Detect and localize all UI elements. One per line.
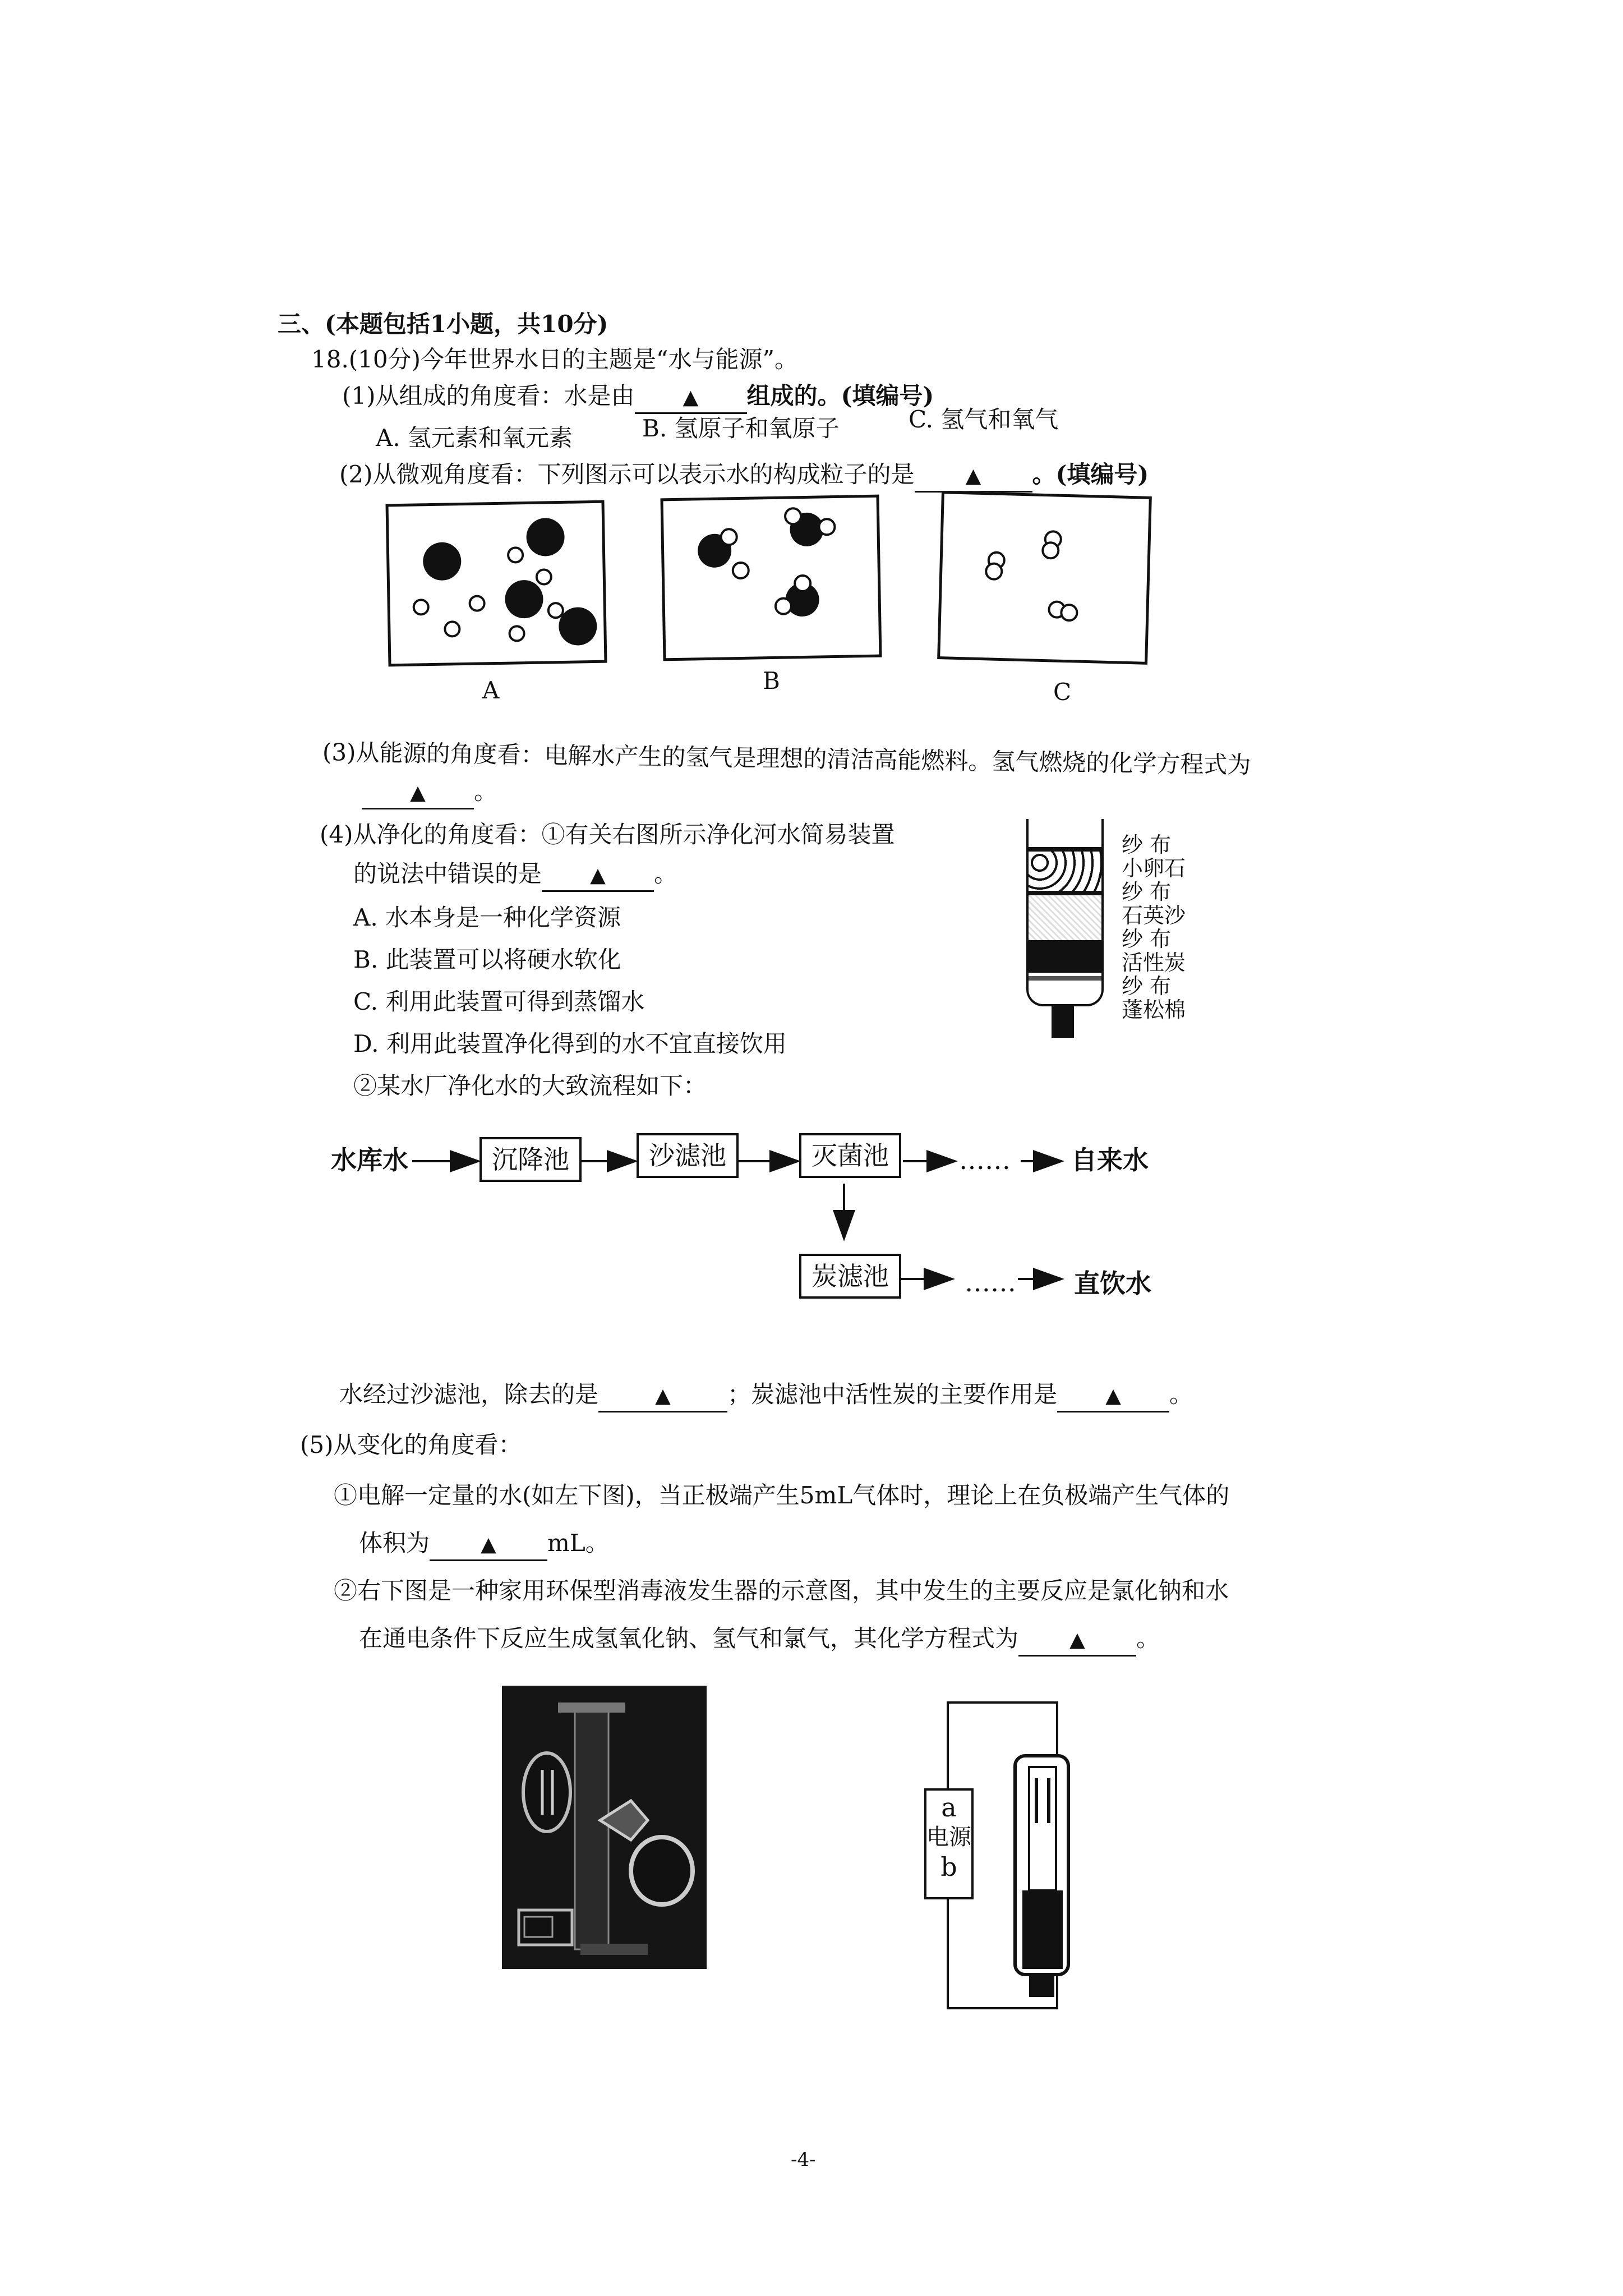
small-atom <box>731 562 750 580</box>
q18-part4-line1: (4)从净化的角度看：①有关右图所示净化河水简易装置 <box>320 821 895 848</box>
water-filter-apparatus <box>1026 819 1105 1043</box>
answer-blank-2 <box>915 460 1032 493</box>
question-18-stem: 18.(10分)今年世界水日的主题是“水与能源”。 <box>311 346 798 373</box>
particle-figure-a <box>385 500 607 667</box>
answer-mark: ▲ <box>965 464 981 487</box>
small-atom <box>774 597 793 615</box>
small-atom <box>818 518 836 536</box>
flow-step-sand-filter: 沙滤池 <box>637 1133 739 1178</box>
q18-part4-option-c: C. 利用此装置可得到蒸馏水 <box>353 988 645 1015</box>
filter-label: 石英沙 <box>1122 903 1186 928</box>
flow-tap-water: 自来水 <box>1071 1145 1149 1175</box>
q18-part5-item1-prefix: 体积为 <box>359 1529 430 1557</box>
large-atom <box>526 518 565 556</box>
small-atom <box>507 546 524 564</box>
flow-source: 水库水 <box>331 1145 408 1175</box>
q18-part4-option-d: D. 利用此装置净化得到的水不宜直接饮用 <box>353 1030 787 1057</box>
large-atom <box>505 580 543 619</box>
q18-part3-answer <box>362 777 497 809</box>
power-supply <box>924 1788 974 1899</box>
bottle-nozzle <box>1052 1004 1074 1038</box>
answer-blank-8 <box>1018 1624 1136 1657</box>
q18-part1-option-c: C. 氢气和氧气 <box>909 406 1059 433</box>
filter-label: 小卵石 <box>1122 856 1186 881</box>
q18-part2 <box>339 460 1149 493</box>
answer-mark: ▲ <box>481 1533 496 1556</box>
page-number: -4- <box>791 2148 816 2171</box>
answer-mark: ▲ <box>410 781 426 804</box>
quartz-sand-layer <box>1029 895 1101 940</box>
answer-blank-5 <box>598 1380 727 1412</box>
q18-part4-after-mid: ；炭滤池中活性炭的主要作用是 <box>727 1381 1058 1408</box>
electrolysis-apparatus-photo <box>502 1686 707 1969</box>
gauze-layer <box>1029 847 1101 852</box>
flow-step-sedimentation: 沉降池 <box>479 1137 582 1182</box>
q18-part5-item2-line2 <box>359 1624 1160 1657</box>
q18-part4-after-prefix: 水经过沙滤池，除去的是 <box>339 1381 599 1408</box>
answer-mark: ▲ <box>590 864 606 887</box>
answer-blank-1 <box>635 381 747 414</box>
flow-ellipsis: …… <box>959 1145 1011 1175</box>
small-atom <box>468 595 486 612</box>
answer-blank-3 <box>362 777 474 809</box>
q18-part5-item2-line1: ②右下图是一种家用环保型消毒液发生器的示意图，其中发生的主要反应是氯化钠和水 <box>334 1577 1229 1604</box>
q18-part5-item1-line1: ①电解一定量的水(如左下图)，当正极端产生5mL气体时，理论上在负极端产生气体的 <box>334 1481 1230 1509</box>
answer-blank-7 <box>430 1529 547 1561</box>
q18-part5-heading: (5)从变化的角度看： <box>300 1431 522 1458</box>
small-atom <box>1060 604 1078 622</box>
figure-label-b: B <box>763 667 780 694</box>
power-terminal-a: a <box>941 1792 957 1823</box>
q18-part3-suffix: 。 <box>474 777 498 805</box>
flow-ellipsis: …… <box>965 1267 1016 1297</box>
small-atom <box>720 528 738 546</box>
q18-part1-prefix: (1)从组成的角度看：水是由 <box>342 382 635 409</box>
q18-part4-line2-suffix: 。 <box>654 860 678 887</box>
small-atom <box>444 620 461 638</box>
q18-part4-line2 <box>353 859 677 892</box>
filter-bottle <box>1026 819 1104 1006</box>
gauze-layer <box>1029 976 1101 981</box>
pebble-layer <box>1029 852 1101 891</box>
q18-part5-item2-prefix: 在通电条件下反应生成氢氧化钠、氢气和氯气，其化学方程式为 <box>359 1625 1019 1652</box>
q18-part1-option-b: B. 氢原子和氧原子 <box>642 415 840 442</box>
q18-part2-prefix: (2)从微观角度看：下列图示可以表示水的构成粒子的是 <box>339 461 915 488</box>
gauze-layer <box>1029 940 1101 945</box>
figure-label-c: C <box>1053 678 1072 706</box>
filter-label: 纱 布 <box>1122 880 1172 904</box>
q18-part1 <box>342 381 934 414</box>
q18-part4-flow-intro: ②某水厂净化水的大致流程如下： <box>353 1072 707 1099</box>
large-atom <box>423 542 462 581</box>
q18-part1-suffix: 组成的。(填编号) <box>746 382 934 409</box>
q18-part5-item1-suffix: mL。 <box>547 1529 609 1557</box>
section-heading: 三、(本题包括1小题，共10分) <box>278 310 608 338</box>
q18-part3-text: (3)从能源的角度看：电解水产生的氢气是理想的清洁高能燃料。氢气燃烧的化学方程式为 <box>322 738 1251 779</box>
power-terminal-b: b <box>940 1852 957 1882</box>
q18-part1-option-a: A. 氢元素和氧元素 <box>376 424 573 452</box>
small-atom <box>536 568 553 586</box>
electrolysis-apparatus-drawing <box>502 1686 707 1969</box>
small-atom <box>508 625 525 642</box>
activated-carbon-layer <box>1029 945 1101 973</box>
filter-label-list <box>1122 833 1186 1022</box>
filter-label: 纱 布 <box>1122 832 1172 857</box>
answer-blank-6 <box>1057 1380 1169 1412</box>
q18-part5-item2-suffix: 。 <box>1136 1625 1160 1652</box>
particle-figure-b <box>660 495 882 661</box>
small-atom <box>412 599 430 616</box>
answer-mark: ▲ <box>1105 1384 1121 1407</box>
q18-part4-after <box>339 1380 1193 1412</box>
small-atom <box>1041 541 1060 560</box>
flow-step-carbon-filter: 炭滤池 <box>799 1254 901 1299</box>
small-atom <box>985 562 1003 581</box>
answer-blank-4 <box>542 859 654 892</box>
filter-label: 纱 布 <box>1122 927 1172 951</box>
filter-label: 活性炭 <box>1122 950 1186 975</box>
large-atom <box>559 607 597 646</box>
power-supply-label: 电源 <box>926 1824 971 1850</box>
answer-mark: ▲ <box>655 1384 671 1407</box>
answer-mark: ▲ <box>683 386 699 409</box>
figure-label-a: A <box>482 677 500 704</box>
flow-drinking-water: 直饮水 <box>1074 1268 1151 1299</box>
q18-part4-option-a: A. 水本身是一种化学资源 <box>353 904 621 931</box>
gauze-layer <box>1029 891 1101 895</box>
q18-part2-suffix: 。(填编号) <box>1032 461 1149 488</box>
answer-mark: ▲ <box>1069 1628 1085 1651</box>
flow-step-sterilization: 灭菌池 <box>799 1133 901 1178</box>
particle-figure-c <box>937 491 1152 665</box>
q18-part4-option-b: B. 此装置可以将硬水软化 <box>353 946 621 973</box>
q18-part5-item1-line2 <box>359 1529 609 1561</box>
q18-part4-line2-prefix: 的说法中错误的是 <box>353 860 542 887</box>
q18-part4-after-suffix: 。 <box>1169 1381 1193 1408</box>
filter-label: 纱 布 <box>1122 974 1172 999</box>
filter-label: 蓬松棉 <box>1122 997 1186 1022</box>
